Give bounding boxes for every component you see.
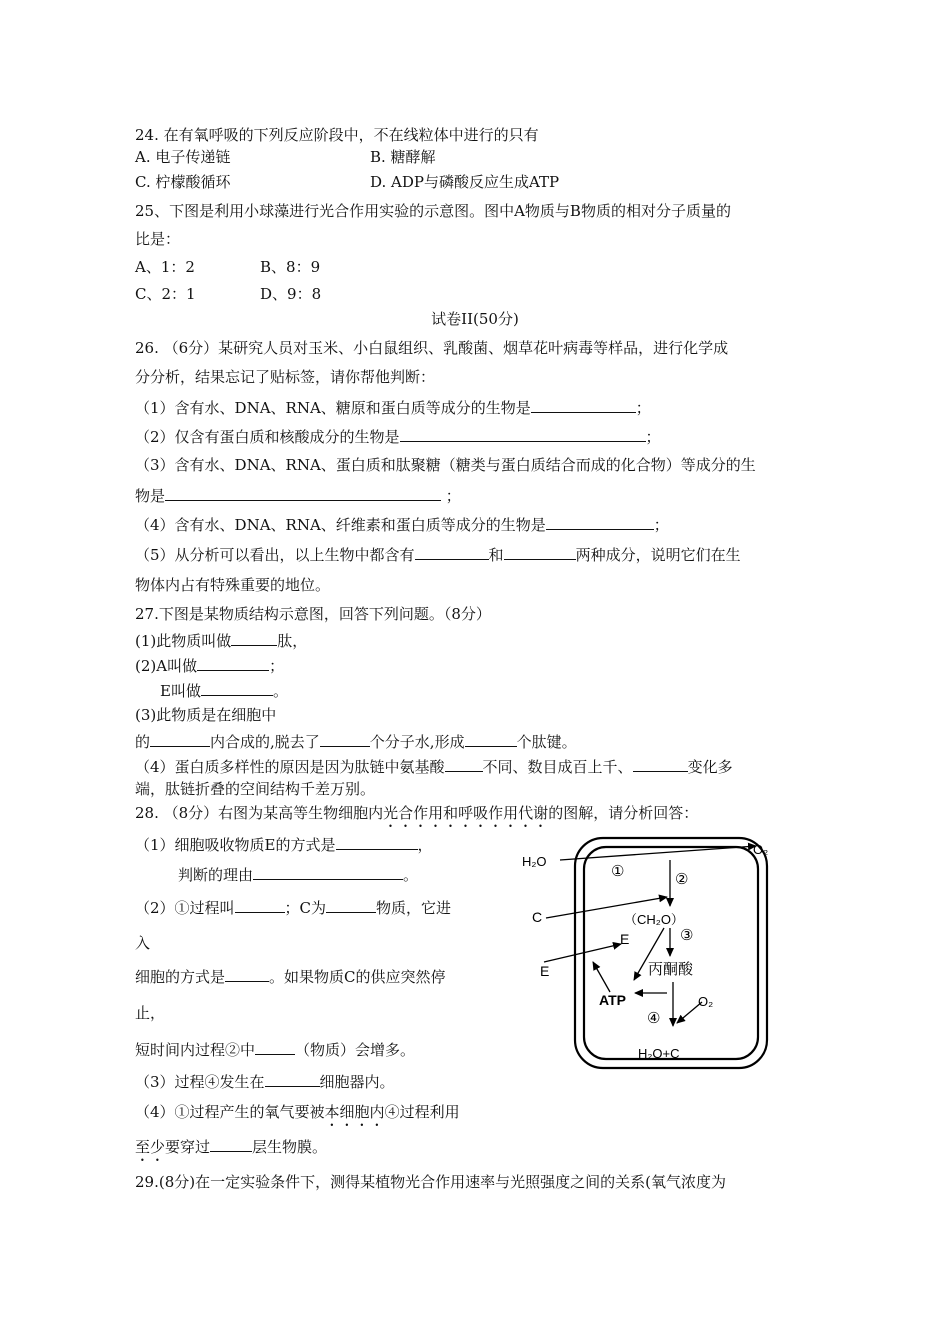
q26-part3-text: 物是 [135, 487, 166, 505]
q27-part4-text-a: （4）蛋白质多样性的原因是因为肽链中氨基酸 [135, 758, 445, 776]
atp-label: ATP [599, 992, 626, 1008]
q27-part4-text-c: 变化多 [687, 758, 733, 776]
q26-part5-text-a: （5）从分析可以看出，以上生物中都含有 [135, 546, 415, 564]
q27-part1-text: (1)此物质叫做 [135, 632, 232, 650]
answer-blank[interactable] [197, 655, 269, 671]
q28-stem-c: 的图解，请分析回答： [548, 804, 699, 822]
e-inner-label: E [620, 931, 630, 947]
q25-option-c: C、2：1 [135, 285, 196, 303]
answer-blank[interactable] [504, 544, 576, 560]
q28-part3-text-a: （3）过程④发生在 [135, 1073, 265, 1091]
answer-blank[interactable] [320, 731, 370, 747]
q26-part1-end: ； [635, 399, 651, 417]
q28-stem-a: 28. （8分）右图为某高等生物细胞内 [135, 804, 384, 822]
q26-part5-line1 [135, 544, 741, 565]
cell-wall-outline [575, 838, 767, 1068]
q28-part4-line2 [135, 1136, 327, 1165]
q27-part4-line2: 端，肽链折叠的空间结构千差万别。 [135, 780, 376, 798]
q28-part2-text-e: 细胞的方式是 [135, 968, 226, 986]
q26-part5-text-b: 和 [488, 546, 504, 564]
q27-part3-text-a: 的 [135, 733, 151, 751]
q25-option-a: A、1：2 [135, 258, 195, 276]
answer-blank[interactable] [445, 756, 483, 772]
q26-part2 [135, 426, 661, 447]
q24-stem: 24. 在有氧呼吸的下列反应阶段中，不在线粒体中进行的只有 [135, 126, 539, 144]
h2o-label: H₂O [522, 854, 547, 869]
q28-part2-text-a: （2）①过程叫 [135, 899, 235, 917]
q25-option-d: D、9：8 [260, 285, 322, 303]
answer-blank[interactable] [201, 680, 273, 696]
q28-part1-end: ， [417, 836, 433, 854]
q26-part2-text: （2）仅含有蛋白质和核酸成分的生物是 [135, 428, 400, 446]
step-4-label: ④ [647, 1010, 661, 1027]
step-1-label: ① [611, 863, 625, 880]
q28-part2-line4: 止， [135, 1004, 166, 1022]
answer-blank[interactable] [165, 485, 441, 501]
q24-option-a: A. 电子传递链 [135, 148, 231, 166]
answer-blank[interactable] [546, 514, 654, 530]
h2o-c-label: H₂O+C [638, 1046, 680, 1061]
q28-part2-text-i: （物质）会增多。 [295, 1041, 416, 1059]
q27-part4-line1 [135, 756, 733, 777]
arrow-atp-to-e [593, 962, 610, 992]
q26-part4-end: ； [653, 516, 669, 534]
e-outer-label: E [540, 963, 550, 979]
o2-right-label: O₂ [698, 994, 714, 1009]
q26-part4 [135, 514, 669, 535]
q26-stem-line2: 分分析，结果忘记了贴标签，请你帮他判断： [135, 368, 436, 386]
q26-part3-line1: （3）含有水、DNA、RNA、蛋白质和肽聚糖（糖类与蛋白质结合而成的化合物）等成分的生 [135, 456, 756, 474]
q27-stem: 27.下图是某物质结构示意图，回答下列问题。（8分） [135, 605, 491, 623]
q28-part3 [135, 1071, 395, 1092]
q28-part1-line2 [178, 864, 418, 885]
q26-part5-text-c: 两种成分，说明它们在生 [575, 546, 741, 564]
q28-part4-emphasis-2: 至少 [135, 1138, 166, 1156]
q27-part2-e-end: 。 [272, 682, 288, 700]
q28-part1-reason: 判断的理由 [178, 866, 254, 884]
q26-part3-end: ； [445, 487, 461, 505]
step-3-label: ③ [680, 927, 694, 944]
q27-part3-line1: (3)此物质是在细胞中 [135, 706, 277, 724]
answer-blank[interactable] [210, 1136, 252, 1152]
q28-part1-line1 [135, 834, 433, 855]
q28-part4-emphasis: 本细胞内 [324, 1103, 385, 1121]
q27-part2-e-text: E叫做 [160, 682, 201, 700]
step-2-label: ② [675, 871, 689, 888]
q26-stem-line1: 26. （6分）某研究人员对玉米、小白鼠组织、乳酸菌、烟草花叶病毒等样品，进行化学成 [135, 339, 729, 357]
o2-top-label: O₂ [753, 842, 769, 857]
answer-blank[interactable] [253, 864, 403, 880]
q28-part3-text-b: 细胞器内。 [319, 1073, 395, 1091]
q27-part4-text-b: 不同、数目成百上千、 [482, 758, 633, 776]
q26-part4-text: （4）含有水、DNA、RNA、纤维素和蛋白质等成分的生物是 [135, 516, 546, 534]
ch2o-label: （CH₂O） [624, 912, 684, 927]
q27-part3-text-b: 内合成的,脱去了 [210, 733, 320, 751]
q24-option-d: D. ADP与磷酸反应生成ATP [370, 173, 560, 191]
answer-blank[interactable] [235, 897, 285, 913]
answer-blank[interactable] [231, 630, 277, 646]
q28-part4-text-a: （4）①过程产生的氧气要被 [135, 1103, 325, 1121]
q26-part5-line2: 物体内占有特殊重要的地位。 [135, 576, 331, 594]
q28-part2-text-c: 物质，它进 [376, 899, 452, 917]
arrow-e-into-cell [544, 944, 621, 962]
q27-part1-end: 肽， [277, 632, 308, 650]
q28-part1-text: （1）细胞吸收物质E的方式是 [135, 836, 336, 854]
q24-option-b: B. 糖酵解 [370, 148, 436, 166]
q27-part3-text-c: 个分子水,形成 [369, 733, 465, 751]
q28-part2-line3 [135, 966, 446, 987]
answer-blank[interactable] [465, 731, 517, 747]
q24-option-c: C. 柠檬酸循环 [135, 173, 231, 191]
pyruvate-label: 丙酮酸 [648, 961, 694, 978]
answer-blank[interactable] [633, 756, 688, 772]
q27-part3-line2 [135, 731, 577, 752]
q27-part3-text-d: 个肽键。 [516, 733, 577, 751]
answer-blank[interactable] [265, 1071, 320, 1087]
answer-blank[interactable] [150, 731, 210, 747]
q27-part2-text: (2)A叫做 [135, 657, 198, 675]
q25-stem-line2: 比是： [135, 230, 181, 248]
q27-part1 [135, 630, 307, 651]
q27-part2-a [135, 655, 284, 676]
q29-stem: 29.(8分)在一定实验条件下，测得某植物光合作用速率与光照强度之间的关系(氧气浓度为 [135, 1173, 726, 1191]
q26-part2-end: ； [645, 428, 661, 446]
q28-part2-line1 [135, 897, 451, 918]
q28-part1-reason-end: 。 [403, 866, 419, 884]
q25-stem-line1: 25、下图是利用小球藻进行光合作用实验的示意图。图中A物质与B物质的相对分子质量的 [135, 202, 731, 220]
q27-part2-e [160, 680, 288, 701]
q26-part1 [135, 397, 651, 418]
q28-part4-line1 [135, 1102, 460, 1130]
q25-option-b: B、8：9 [260, 258, 321, 276]
answer-blank[interactable] [415, 544, 489, 560]
q28-part2-text-h: 短时间内过程②中 [135, 1041, 256, 1059]
cell-metabolism-diagram [510, 830, 790, 1080]
answer-blank[interactable] [531, 397, 636, 413]
c-label: C [532, 909, 543, 925]
q28-part2-text-b: ；C为 [284, 899, 327, 917]
q28-stem-emphasis: 光合作用和呼吸作用代谢 [383, 804, 549, 822]
q28-part2-line2: 入 [135, 934, 151, 952]
answer-blank[interactable] [225, 966, 269, 982]
q28-part4-text-f: 层生物膜。 [252, 1138, 328, 1156]
section-title: 试卷II(50分) [431, 310, 519, 328]
answer-blank[interactable] [326, 897, 376, 913]
answer-blank[interactable] [400, 426, 646, 442]
q27-part2-end: ； [269, 657, 285, 675]
q26-part1-text: （1）含有水、DNA、RNA、糖原和蛋白质等成分的生物是 [135, 399, 531, 417]
q26-part3-line2 [135, 485, 461, 506]
answer-blank[interactable] [336, 834, 418, 850]
q28-part2-text-f: 。如果物质C的供应突然停 [269, 968, 446, 986]
arrow-o2-to-step4 [677, 1002, 702, 1023]
q28-part4-text-c: ④过程利用 [384, 1103, 460, 1121]
q28-part2-line5 [135, 1039, 415, 1060]
q28-stem [135, 803, 698, 831]
q28-part4-text-e: 要穿过 [165, 1138, 211, 1156]
answer-blank[interactable] [255, 1039, 295, 1055]
